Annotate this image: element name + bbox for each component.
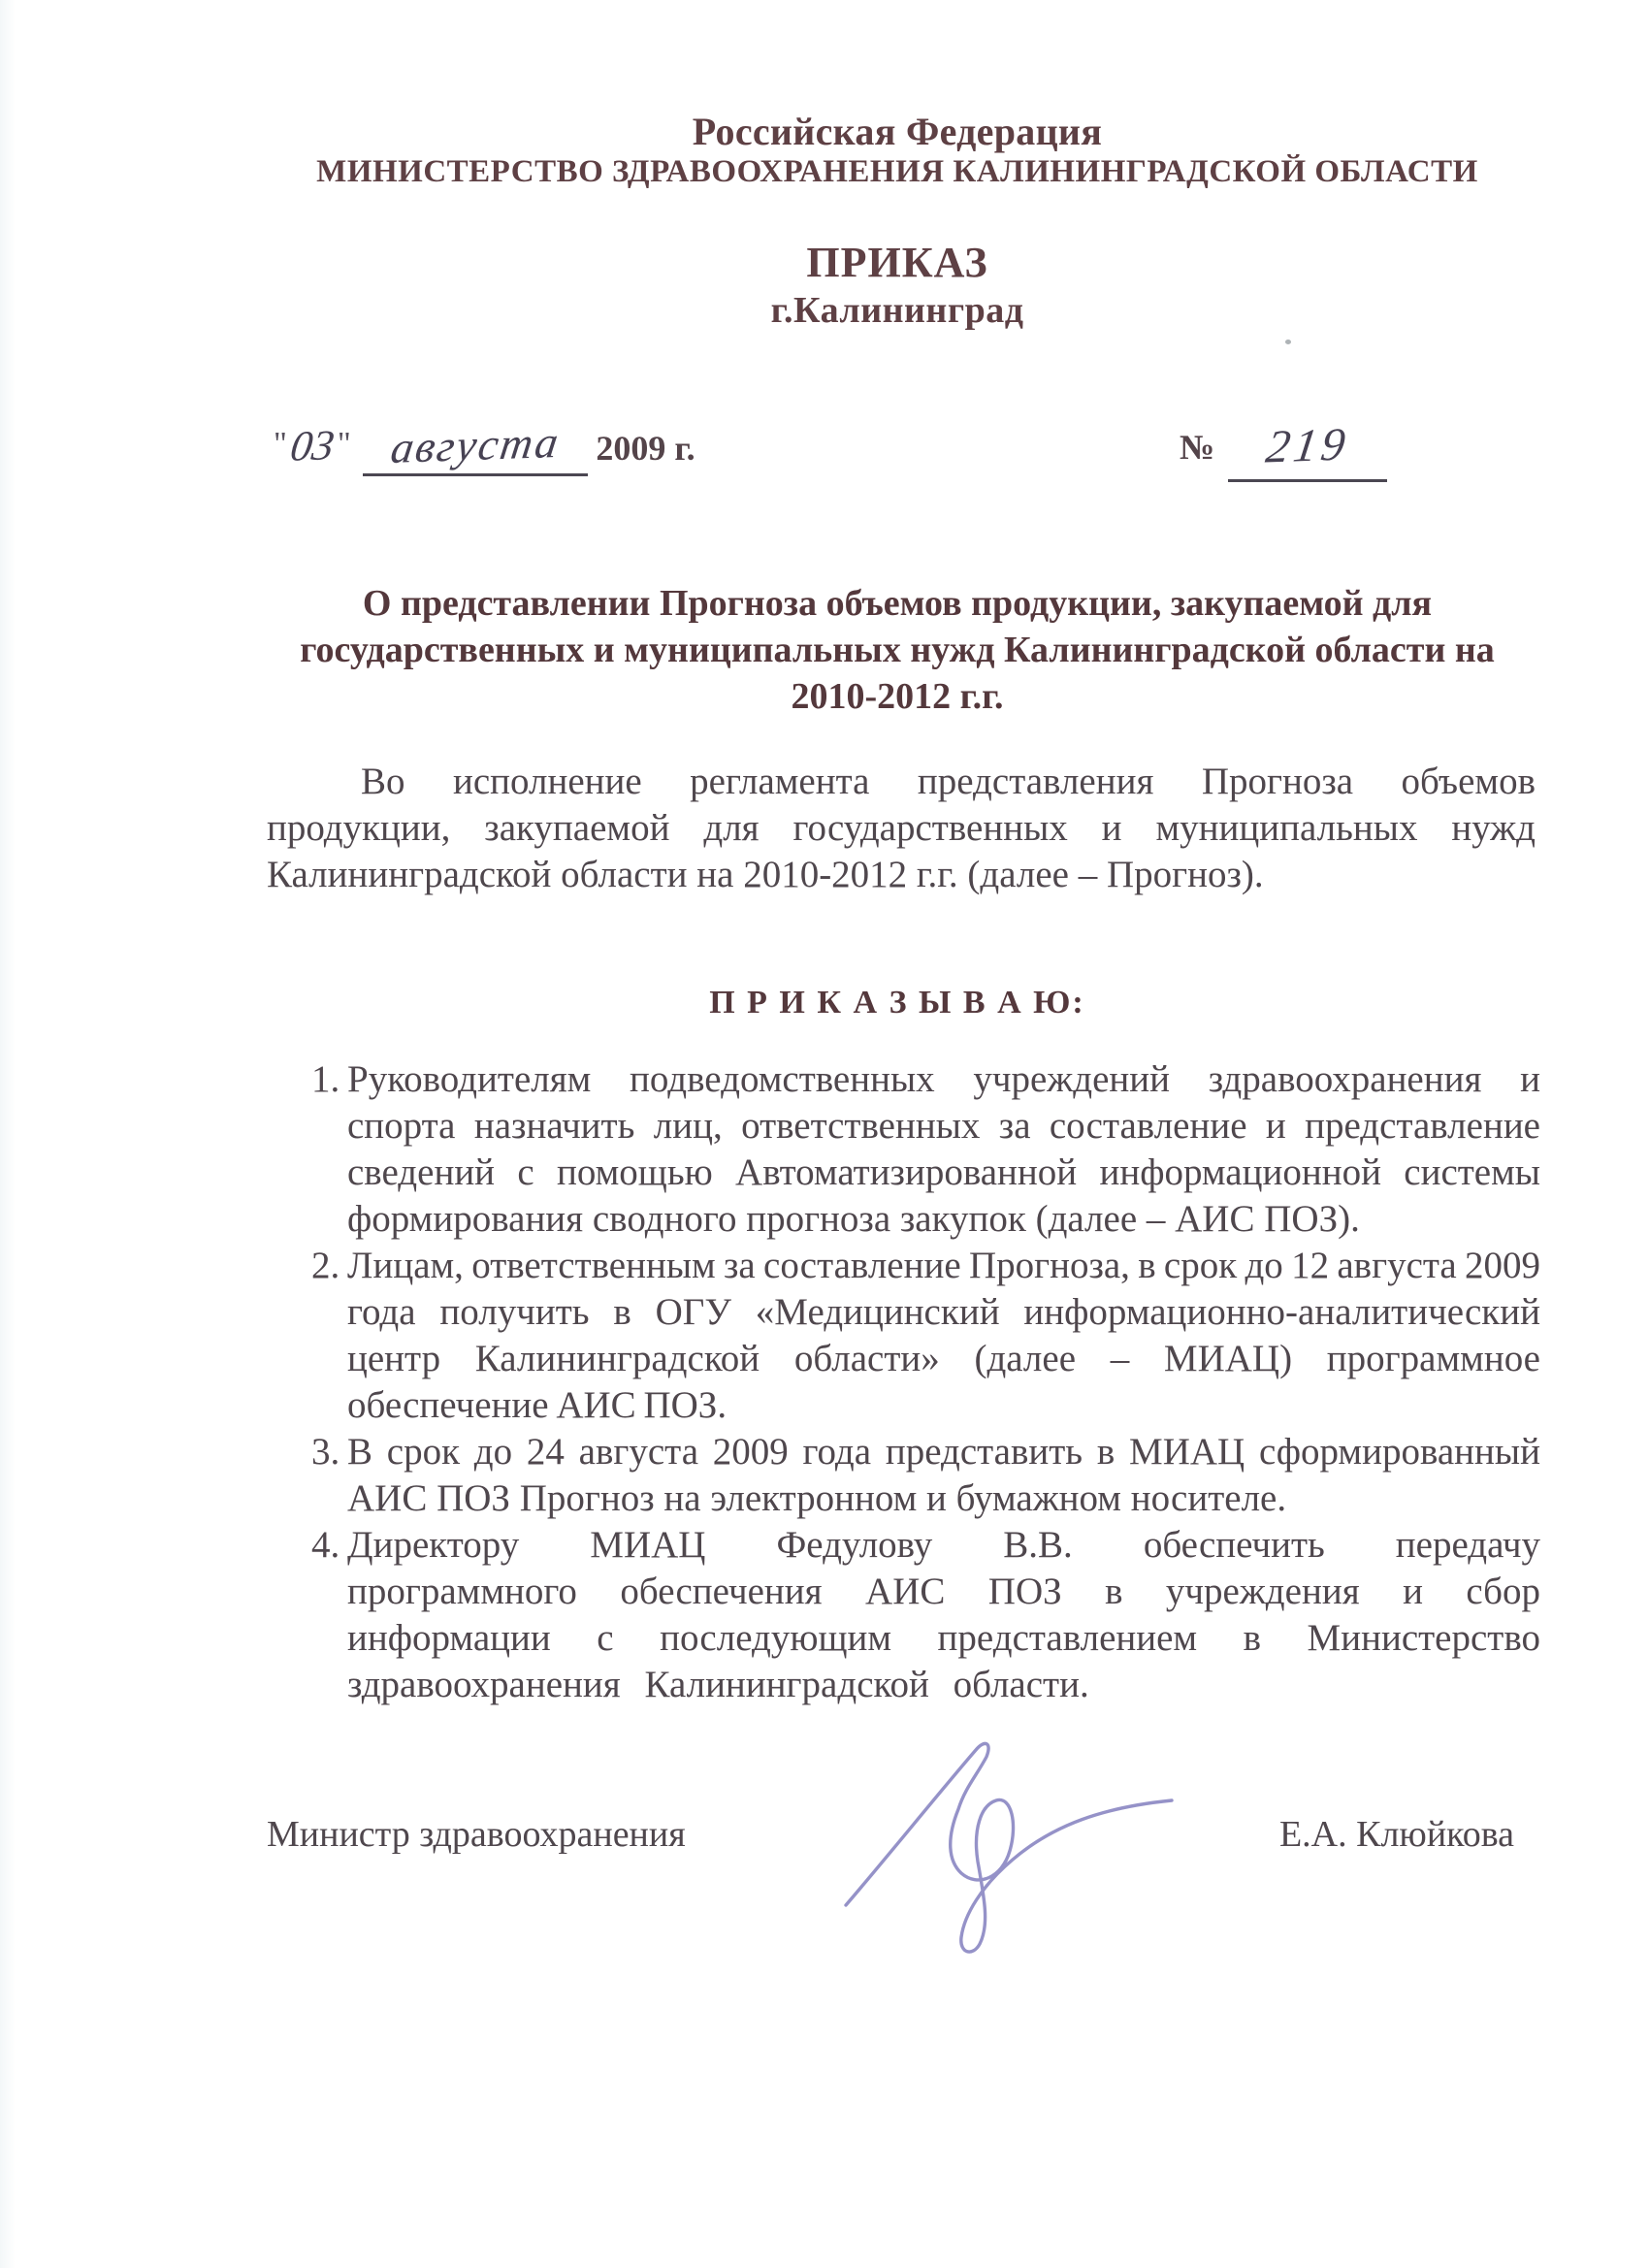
handwritten-day: 03 — [287, 421, 338, 470]
year-label: 2009 г. — [596, 429, 695, 468]
order-item-3 — [267, 1429, 1540, 1522]
number-sign: № — [1180, 428, 1215, 467]
item-text: Руководителям подведомственных учреждений здравоохранения и спорта назначить лиц, ответственных за составление и представление сведений с помощью Автоматизированной информационной системы формирования сводного прогноза закупок (далее – АИС ПОЗ). — [347, 1058, 1540, 1240]
intro-paragraph: Во исполнение регламента представления Прогноза объемов продукции, закупаемой для государственных и муниципальных нужд Калининградской области на 2010-2012 г.г. (далее – Прогноз). — [267, 761, 1536, 895]
item-text: В срок до 24 августа 2009 года представить в МИАЦ сформированный АИС ПОЗ Прогноз на электронном и бумажном носителе. — [347, 1431, 1540, 1519]
signer-title: Министр здравоохранения — [267, 1814, 686, 1855]
item-number: 1. — [311, 1058, 340, 1100]
order-items — [267, 1056, 1540, 1708]
number-underline — [1228, 418, 1387, 482]
scan-speck — [1285, 340, 1291, 344]
item-number: 4. — [311, 1524, 340, 1566]
item-number: 2. — [311, 1245, 340, 1286]
item-text: Лицам, ответственным за составление Прогноза, в срок до 12 августа 2009 года получить в ОГУ «Медицинский информационно-аналитический центр Калининградской области» (далее – МИАЦ) программное обеспечение АИС ПОЗ. — [347, 1245, 1540, 1426]
date-line — [274, 417, 695, 476]
city-line: г.Калининград — [770, 290, 1024, 331]
country-line: Российская Федерация — [692, 110, 1103, 153]
item-text: Директору МИАЦ Федулову В.В. обеспечить передачу программного обеспечения АИС ПОЗ в учреждения и сбор информации с последующим представлением в Министерство здравоохранения Калининградской области. — [347, 1524, 1540, 1705]
order-heading: П Р И К А З Ы В А Ю: — [709, 985, 1085, 1021]
number-line — [1180, 418, 1387, 482]
item-number: 3. — [311, 1431, 340, 1473]
handwritten-month: августа — [387, 417, 564, 472]
document-header — [262, 110, 1533, 332]
order-item-2 — [267, 1243, 1540, 1429]
order-item-1 — [267, 1056, 1540, 1243]
handwritten-number: 219 — [1263, 418, 1353, 473]
close-quote: " — [337, 426, 351, 462]
document-type-title: ПРИКАЗ — [806, 239, 988, 286]
signer-name: Е.А. Клюйкова — [1278, 1814, 1514, 1855]
open-quote: " — [274, 426, 287, 462]
order-subject: О представлении Прогноза объемов продукции, закупаемой для государственных и муниципальных нужд Калининградской области на 2010-2012 г.г. — [300, 583, 1495, 717]
ministry-line: МИНИСТЕРСТВО ЗДРАВООХРАНЕНИЯ КАЛИНИНГРАДСКОЙ ОБЛАСТИ — [316, 154, 1478, 189]
month-underline — [363, 417, 589, 476]
order-item-4 — [267, 1522, 1540, 1708]
minister-signature-icon — [834, 1733, 1212, 1965]
